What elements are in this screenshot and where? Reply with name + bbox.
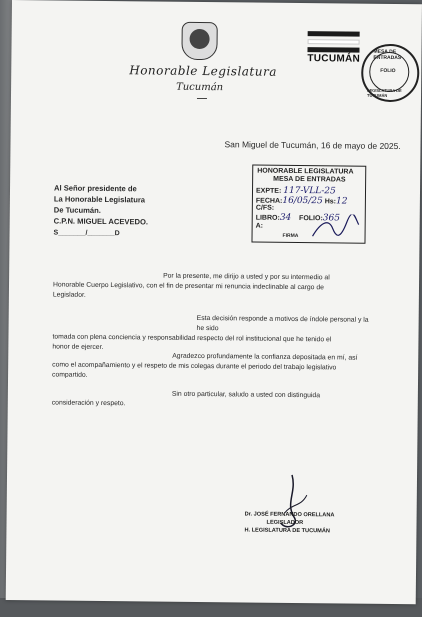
signer-institution: H. LEGISLATURA DE TUCUMÁN bbox=[244, 527, 330, 535]
paragraph-line: Por la presente, me dirijo a usted y por su intermedio al bbox=[163, 272, 330, 282]
fecha-label: FECHA: bbox=[255, 197, 283, 205]
libro-value: 34 bbox=[279, 212, 292, 223]
institution-name: Honorable Legislatura bbox=[129, 63, 277, 79]
divider bbox=[197, 98, 207, 99]
paragraph-4 bbox=[52, 388, 370, 411]
institution-place: Tucumán bbox=[176, 81, 224, 94]
folio-label: FOLIO: bbox=[299, 215, 323, 223]
firma-label: FIRMA bbox=[282, 232, 299, 240]
paragraph-line: consideración y respeto. bbox=[51, 399, 126, 408]
coat-of-arms-icon bbox=[181, 22, 217, 60]
addressee-line: Al Señor presidente de bbox=[53, 183, 137, 194]
addressee-line: De Tucumán. bbox=[53, 205, 101, 215]
entry-stamp-subtitle: MESA DE ENTRADAS bbox=[273, 175, 346, 184]
place-date: San Miguel de Tucumán, 16 de mayo de 2025. bbox=[224, 139, 401, 152]
tucuman-flag-logo-icon bbox=[307, 31, 359, 56]
stamp-middle-text: FOLIO bbox=[380, 67, 396, 75]
signature-stamp bbox=[244, 510, 334, 535]
hs-label: Hs: bbox=[324, 198, 337, 206]
paragraph-line: Agradezco profundamente la confianza depositada en mí, así bbox=[172, 352, 358, 362]
paragraph-line: tomada con plena conciencia y responsabilidad respecto del rol institucional que he tenido el bbox=[52, 333, 332, 344]
fecha-value: 16/05/25 bbox=[282, 195, 323, 207]
paragraph-1 bbox=[53, 270, 371, 303]
paragraph-line: como el acompañamiento y el respeto de mis colegas durante el periodo del trabajo legislativo bbox=[52, 361, 337, 372]
addressee-line: C.P.N. MIGUEL ACEVEDO. bbox=[53, 216, 149, 227]
signer-role: LEGISLADOR bbox=[266, 519, 304, 527]
paragraph-line: Sin otro particular, saludo a usted con distinguida bbox=[171, 390, 321, 400]
entry-stamp bbox=[251, 165, 366, 244]
expte-label: EXPTE: bbox=[255, 187, 282, 195]
paragraph-3 bbox=[52, 350, 370, 383]
letter-page bbox=[6, 0, 422, 604]
addressee-line: La Honorable Legislatura bbox=[53, 194, 146, 205]
folio-value: 365 bbox=[322, 213, 341, 224]
hs-value: 12 bbox=[335, 196, 348, 207]
stamp-top-text: MESA DE ENTRADAS bbox=[373, 48, 402, 62]
paragraph-line: honor de ejercer. bbox=[52, 343, 104, 351]
paragraph-line: Esta decisión responde a motivos de índole personal y la he sido bbox=[196, 314, 369, 333]
signer-name: Dr. JOSÉ FERNANDO ORELLANA bbox=[244, 511, 335, 519]
libro-label: LIBRO: bbox=[255, 214, 280, 222]
addressee-block bbox=[54, 182, 149, 227]
expte-value: 117-VLL-25 bbox=[283, 185, 336, 197]
stamp-bottom-text: LEGISLATURA DE TUCUMÁN bbox=[366, 87, 402, 98]
paragraph-line: Legislador. bbox=[52, 291, 86, 299]
paragraph-line: Honorable Cuerpo Legislativo, con el fin de presentar mi renuncia indeclinable al cargo de bbox=[52, 281, 324, 292]
handwritten-signature-stamp bbox=[311, 214, 361, 241]
salutation-sd: S_______/_______D bbox=[53, 229, 120, 238]
folio-round-stamp bbox=[361, 44, 420, 103]
paragraph-line: compartido. bbox=[52, 371, 88, 379]
tucuman-logo-text: TUCUMÁN bbox=[307, 53, 361, 65]
entry-stamp-title: HONORABLE LEGISLATURA bbox=[257, 167, 354, 176]
cfs-label: C/FS: bbox=[255, 204, 275, 212]
paragraph-2 bbox=[52, 312, 370, 355]
a-label: A: bbox=[255, 222, 264, 230]
